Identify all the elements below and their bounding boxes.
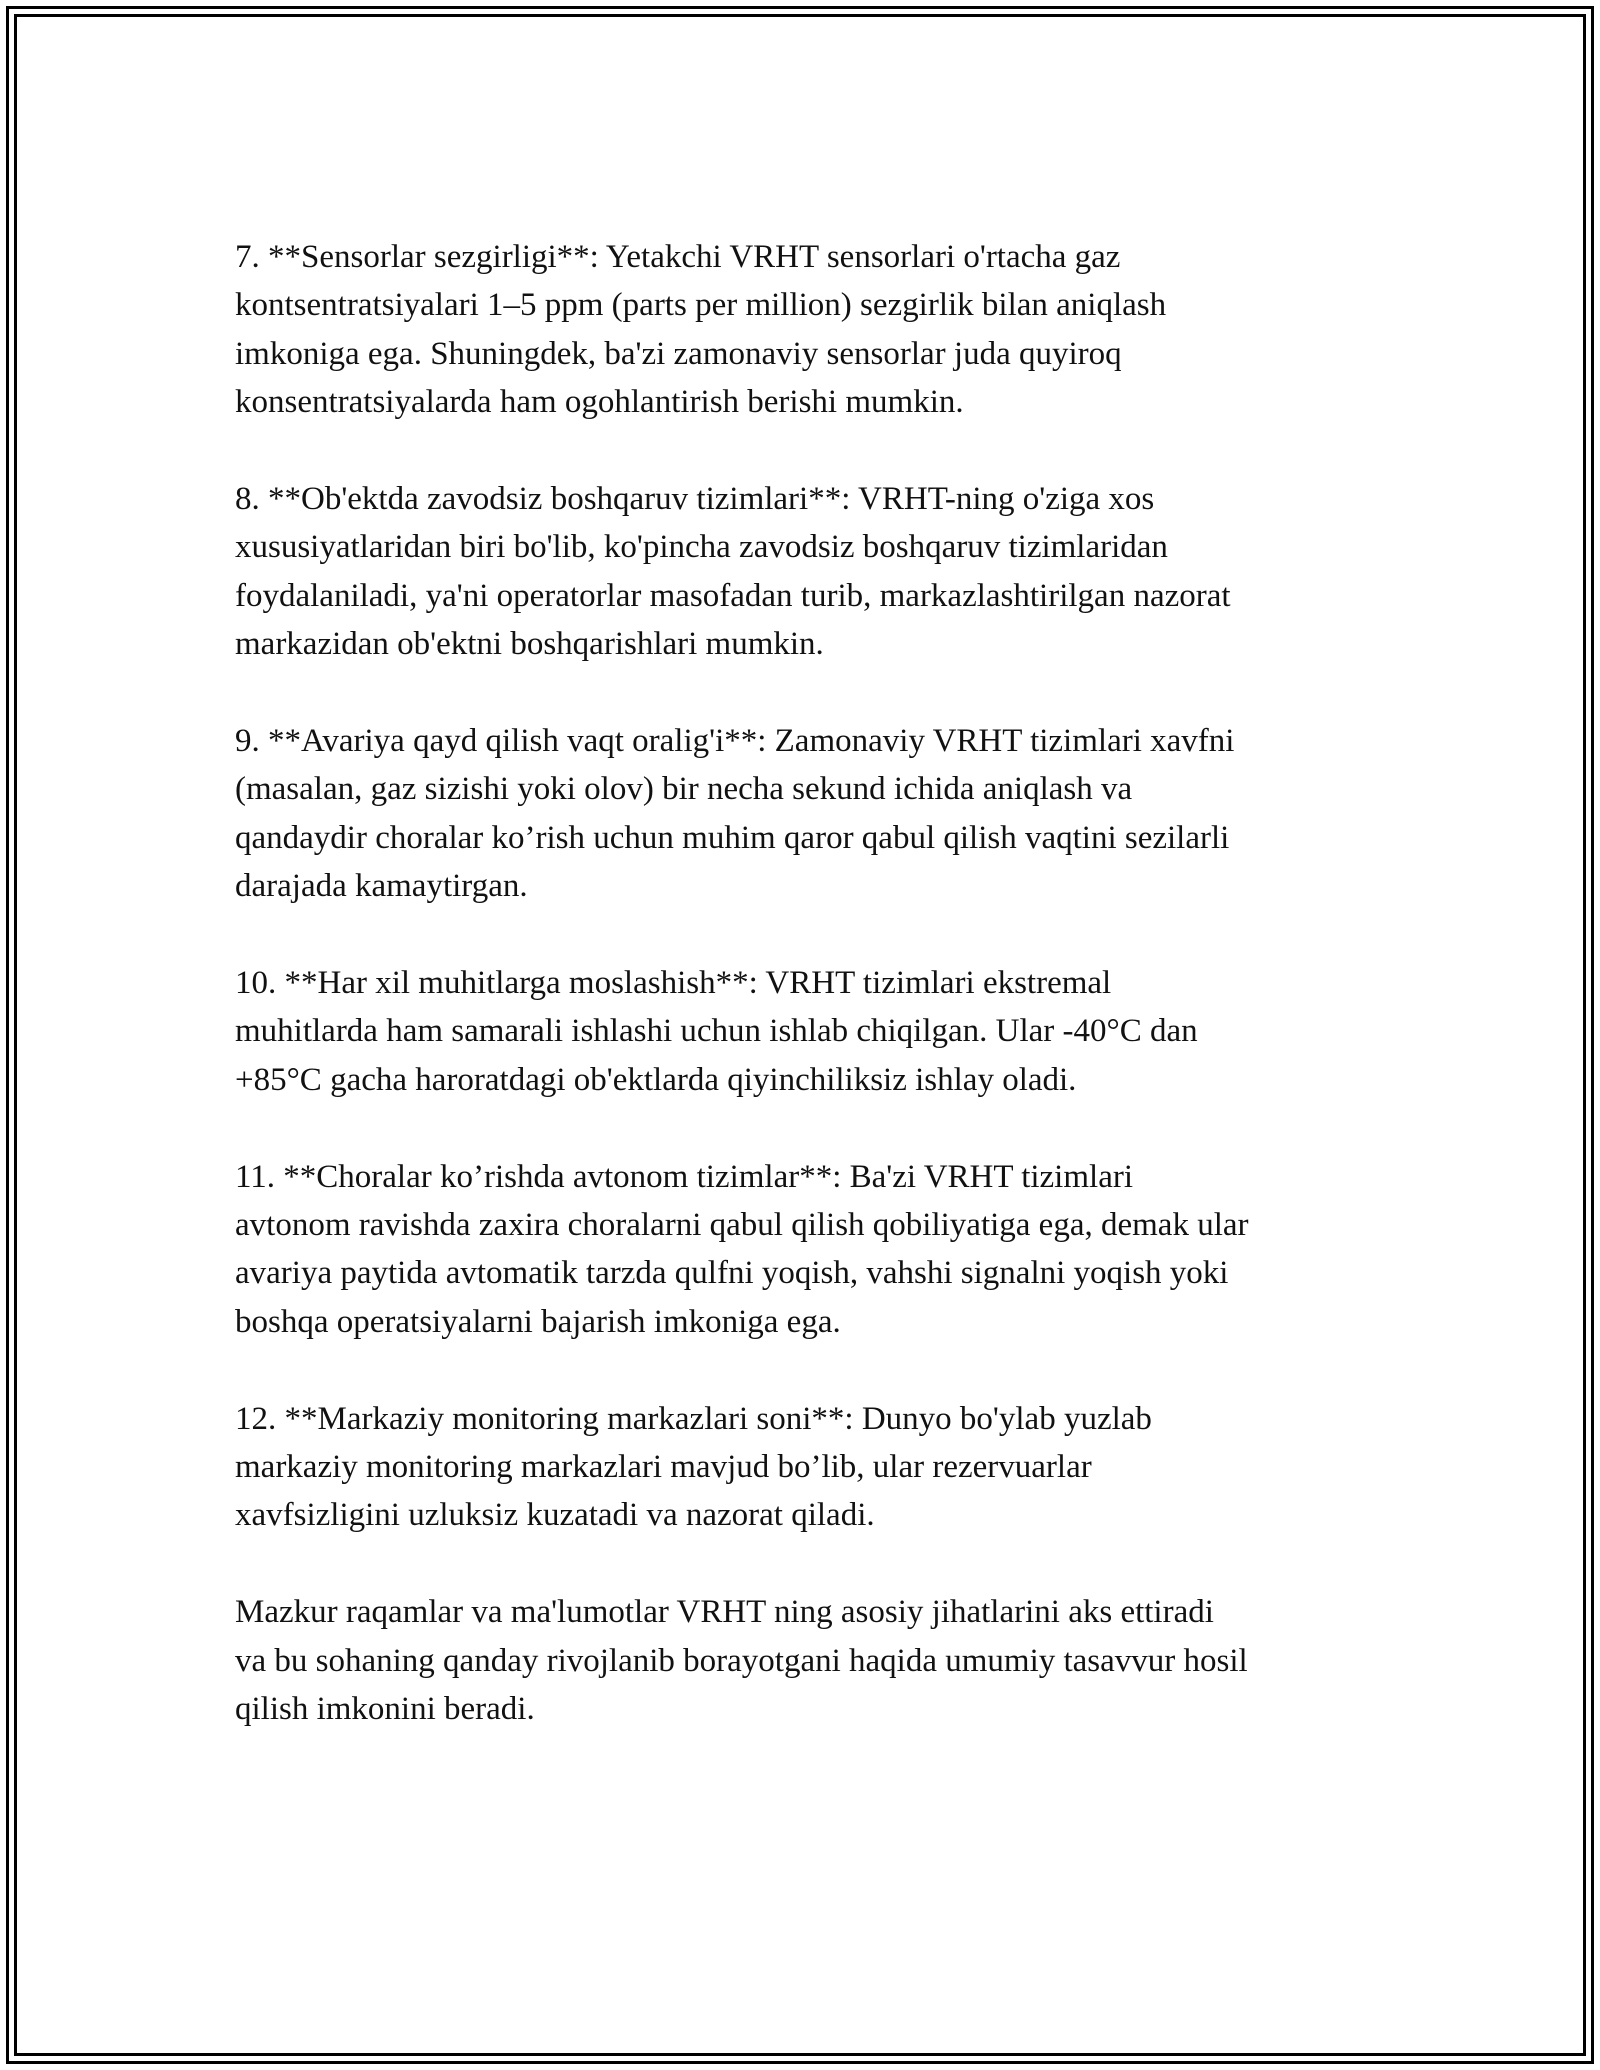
document-body [235, 233, 1385, 1782]
paragraph-item-8: 8. **Ob'ektda zavodsiz boshqaruv tizimlari**: VRHT-ning o'ziga xos xususiyatlaridan biri bo'lib, ko'pincha zavodsiz boshqaruv tizimlaridan foydalaniladi, ya'ni operatorlar masofadan turib, markazlashtirilgan nazorat markazidan ob'ektni boshqarishlari mumkin. [235, 481, 1231, 663]
paragraph-item-9: 9. **Avariya qayd qilish vaqt oralig'i**: Zamonaviy VRHT tizimlari xavfni (masalan, gaz sizishi yoki olov) bir necha sekund ichida aniqlash va qandaydir choralar ko’rish uchun muhim qaror qabul qilish vaqtini sezilarli darajada kamaytirgan. [235, 723, 1235, 905]
paragraph-item-10: 10. **Har xil muhitlarga moslashish**: VRHT tizimlari ekstremal muhitlarda ham samarali ishlashi uchun ishlab chiqilgan. Ular -40°C dan +85°C gacha haroratdagi ob'ektlarda qiyinchiliksiz ishlay oladi. [235, 965, 1198, 1098]
paragraph-item-11: 11. **Choralar ko’rishda avtonom tizimlar**: Ba'zi VRHT tizimlari avtonom ravishda zaxira choralarni qabul qilish qobiliyatiga ega, demak ular avariya paytida avtomatik tarzda qulfni yoqish, vahshi signalni yoqish yoki boshqa operatsiyalarni bajarish imkoniga ega. [235, 1158, 1249, 1340]
paragraph-item-12: 12. **Markaziy monitoring markazlari soni**: Dunyo bo'ylab yuzlab markaziy monitoring markazlari mavjud bo’lib, ular rezervuarlar xavfsizligini uzluksiz kuzatadi va nazorat qiladi. [235, 1400, 1152, 1534]
paragraph-item-7: 7. **Sensorlar sezgirligi**: Yetakchi VRHT sensorlari o'rtacha gaz kontsentratsiyalari 1–5 ppm (parts per million) sezgirlik bilan aniqlash imkoniga ega. Shuningdek, ba'zi zamonaviy sensorlar juda quyiroq konsentratsiyalarda ham ogohlantirish berishi mumkin. [235, 239, 1167, 421]
paragraph-conclusion: Mazkur raqamlar va ma'lumotlar VRHT ning asosiy jihatlarini aks ettiradi va bu sohaning qanday rivojlanib borayotgani haqida umumiy tasavvur hosil qilish imkonini beradi. [235, 1594, 1248, 1728]
